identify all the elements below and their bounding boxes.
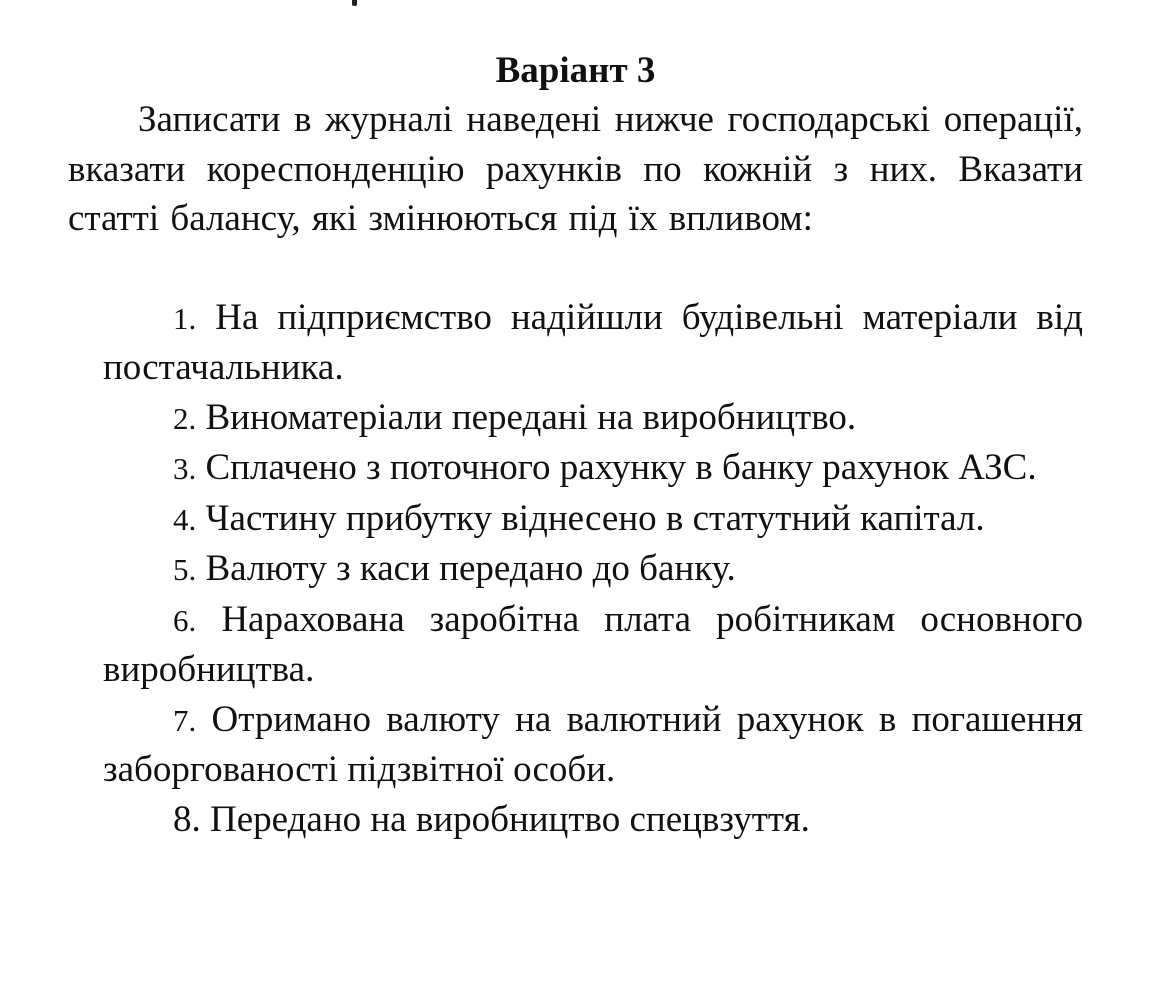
list-item xyxy=(103,393,1083,444)
item-number: 5. xyxy=(173,552,197,587)
item-number: 2. xyxy=(173,400,197,436)
item-text: Валюту з каси передано до банку. xyxy=(205,548,736,589)
item-text: Передано на виробництво спецвзуття. xyxy=(210,798,810,840)
list-item xyxy=(103,443,1083,494)
list-item xyxy=(103,494,1083,545)
list-item xyxy=(103,695,1083,795)
item-number: 7. xyxy=(173,702,197,738)
previous-page-text-fragment xyxy=(352,0,357,6)
item-number: 1. xyxy=(173,300,197,336)
task-instructions: Записати в журналі наведені нижче господарські операції, вказати кореспонденцію рахунків по кожній з них. Вказати статті балансу, які змінюються під їх впливом: xyxy=(68,99,1083,239)
item-text: Виноматеріали передані на виробництво. xyxy=(205,396,857,438)
item-text: Сплачено з поточного рахунку в банку рахунок АЗС. xyxy=(205,447,1037,488)
item-number: 6. xyxy=(173,602,197,638)
list-item xyxy=(103,544,1083,595)
list-item xyxy=(103,595,1083,695)
operations-list xyxy=(68,293,1083,845)
list-item xyxy=(103,795,1083,845)
item-text: Частину прибутку віднесено в статутний капітал. xyxy=(205,497,985,539)
document-page xyxy=(68,48,1083,844)
item-text: Отримано валюту на валютний рахунок в погашення заборгованості підзвітної особи. xyxy=(103,698,1083,790)
item-text: Нарахована заробітна плата робітникам основного виробництва. xyxy=(103,598,1084,690)
document-title: Варіант 3 xyxy=(495,50,656,91)
item-number: 4. xyxy=(173,501,197,537)
item-text: На підприємство надійшли будівельні матеріали від постачальника. xyxy=(103,296,1084,388)
list-item xyxy=(103,293,1083,393)
item-number: 3. xyxy=(173,451,197,486)
item-number: 8. xyxy=(173,798,201,840)
